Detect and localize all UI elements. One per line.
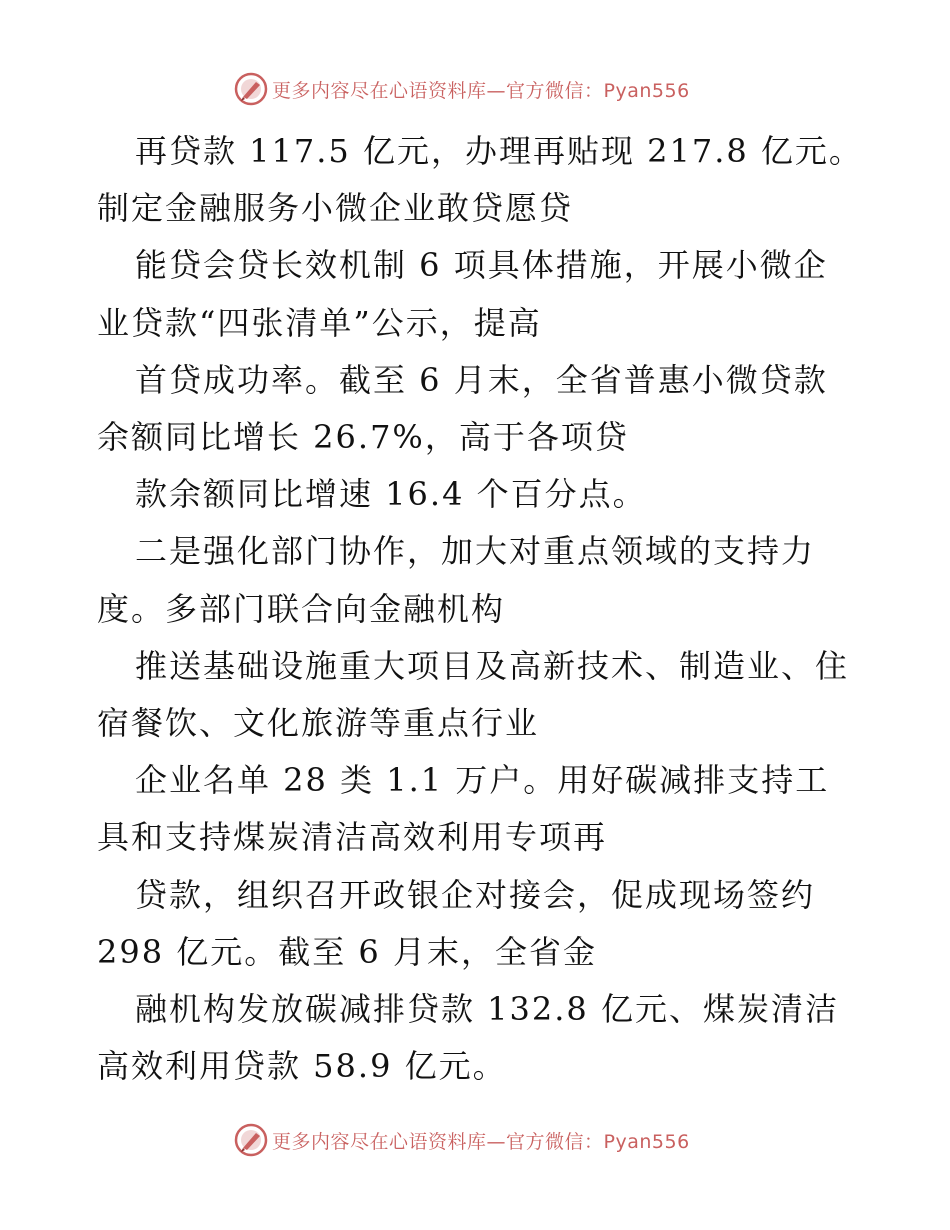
text-line: 再贷款 117.5 亿元，办理再贴现 217.8 亿元。 bbox=[135, 132, 863, 170]
text-line: 首贷成功率。截至 6 月末，全省普惠小微贷款 bbox=[135, 360, 828, 399]
text-line: 二是强化部门协作，加大对重点领域的支持力 bbox=[135, 532, 816, 571]
header-watermark bbox=[234, 72, 690, 106]
text-line: 贷款，组织召开政银企对接会，促成现场签约 bbox=[135, 875, 816, 914]
text-line: 余额同比增长 26.7%，高于各项贷 bbox=[97, 418, 629, 457]
text-line: 高效利用贷款 58.9 亿元。 bbox=[97, 1047, 507, 1086]
text-line: 能贷会贷长效机制 6 项具体措施，开展小微企 bbox=[135, 246, 828, 285]
text-line: 具和支持煤炭清洁高效利用专项再 bbox=[97, 818, 608, 857]
document-body bbox=[97, 123, 863, 1095]
pen-seal-icon bbox=[234, 72, 268, 106]
text-line: 度。多部门联合向金融机构 bbox=[97, 589, 506, 628]
text-line: 制定金融服务小微企业敢贷愿贷 bbox=[97, 189, 574, 228]
text-line: 宿餐饮、文化旅游等重点行业 bbox=[97, 704, 540, 743]
watermark-text: 更多内容尽在心语资料库—官方微信：Pyan556 bbox=[272, 79, 690, 102]
text-line: 融机构发放碳减排贷款 132.8 亿元、煤炭清洁 bbox=[135, 990, 839, 1029]
watermark-text: 更多内容尽在心语资料库—官方微信：Pyan556 bbox=[272, 1130, 690, 1153]
text-line: 业贷款“四张清单”公示，提高 bbox=[97, 303, 542, 342]
pen-seal-icon bbox=[234, 1123, 268, 1157]
text-line: 298 亿元。截至 6 月末，全省金 bbox=[97, 932, 597, 971]
footer-watermark bbox=[234, 1123, 690, 1157]
text-line: 企业名单 28 类 1.1 万户。用好碳减排支持工 bbox=[135, 761, 830, 800]
text-line: 推送基础设施重大项目及高新技术、制造业、住 bbox=[135, 646, 850, 685]
text-line: 款余额同比增速 16.4 个百分点。 bbox=[135, 475, 647, 514]
